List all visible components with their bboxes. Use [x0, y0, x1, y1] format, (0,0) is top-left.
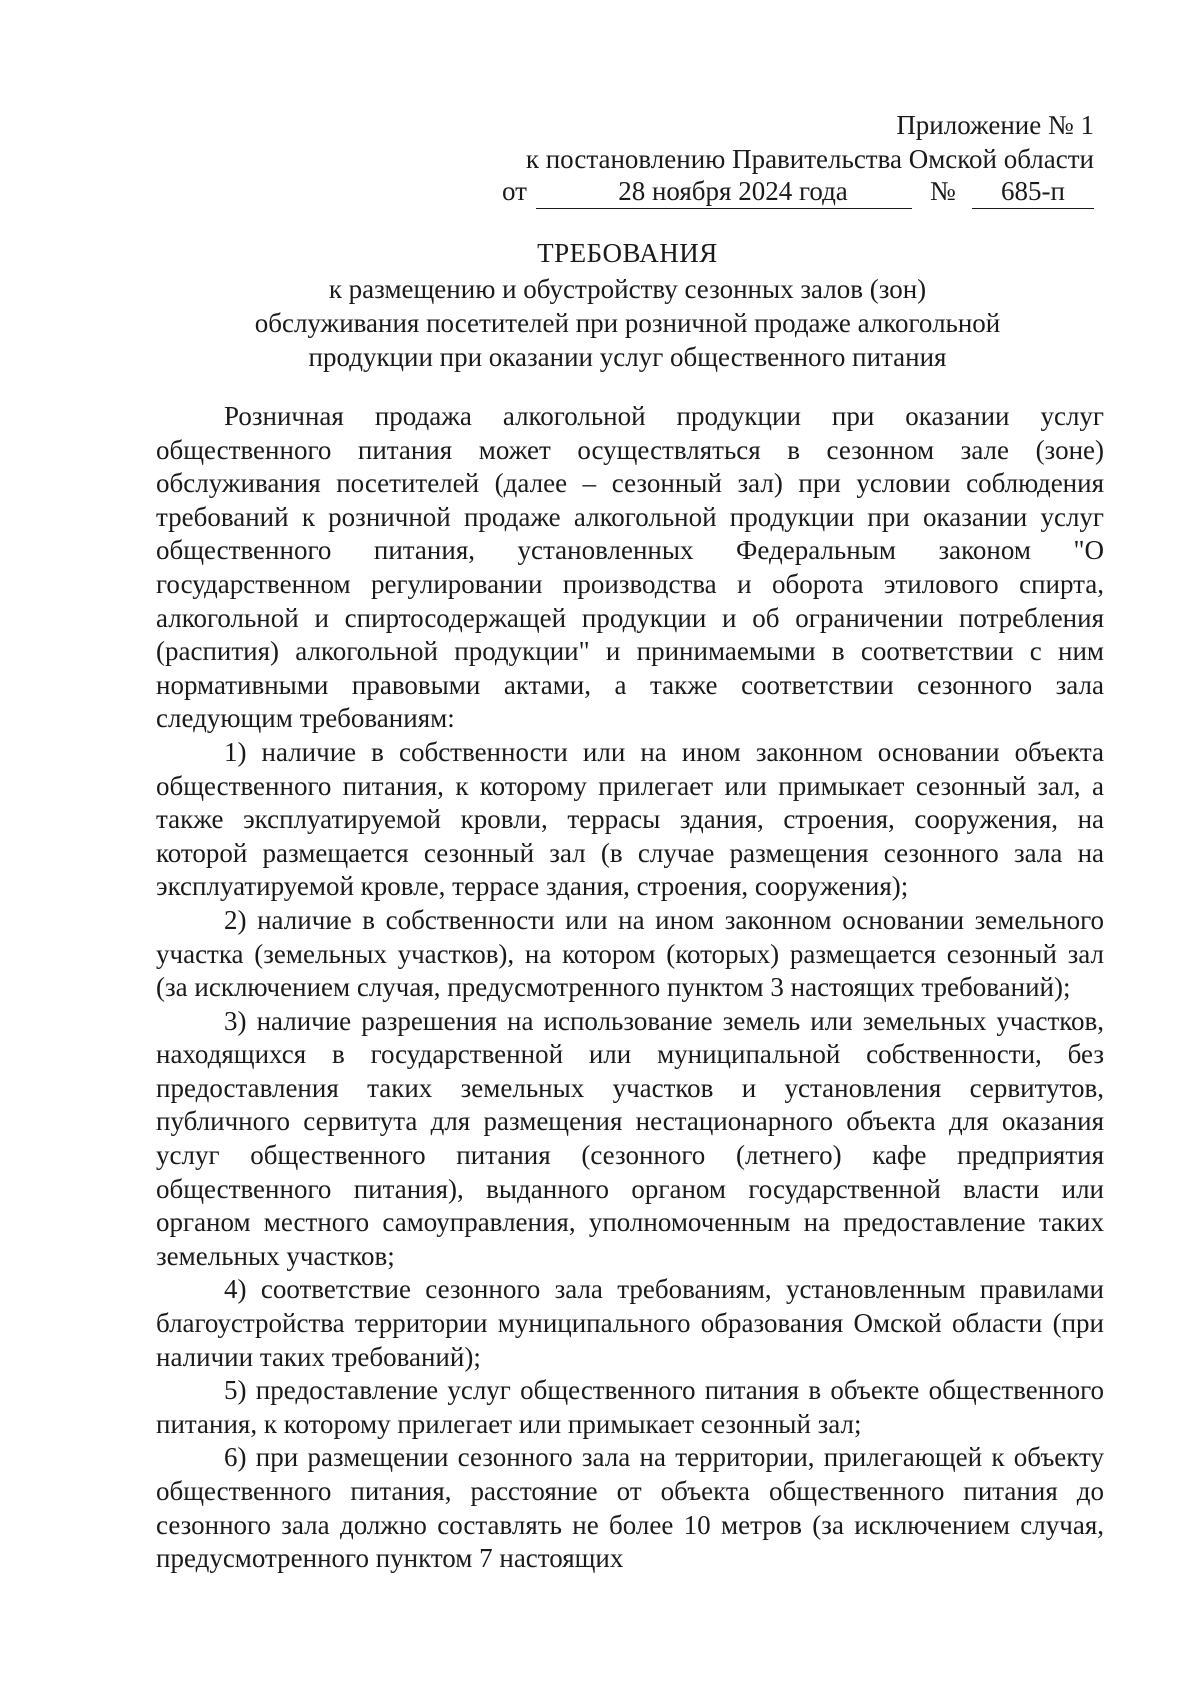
requirement-item-1: 1) наличие в собственности или на ином законном основании объекта общественного питания, к которому прилегает или примыкает сезонный зал, а также эксплуатируемой кровли, террасы здания, строения, сооружения, на которой размещается сезонный зал (в случае размещения сезонного зала на эксплуатируемой кровле, террасе здания, строения, сооружения); [156, 736, 1104, 902]
title-line-2: обслуживания посетителей при розничной продаже алкогольной [254, 308, 1001, 338]
resolution-date: 28 ноября 2024 года [536, 174, 912, 209]
intro-paragraph: Розничная продажа алкогольной продукции при оказании услуг общественного питания может осуществляться в сезонном зале (зоне) обслуживания посетителей (далее – сезонный зал) при условии соблюдения требований к розничной продаже алкогольной продукции при оказании услуг общественного питания, установленных Федеральным законом "О государственном регулировании производства и оборота этилового спирта, алкогольной и спиртосодержащей продукции и об ограничении потребления (распития) алкогольной продукции" и принимаемыми в соответствии с ним нормативными правовыми актами, а также соответствии сезонного зала следующим требованиям: [156, 401, 1104, 734]
appendix-number: Приложение № 1 [896, 110, 1094, 140]
document-body [156, 400, 1104, 1576]
requirement-item-4: 4) соответствие сезонного зала требованиям, установленным правилами благоустройства территории муниципального образования Омской области (при наличии таких требований); [156, 1274, 1104, 1372]
title-main: ТРЕБОВАНИЯ [537, 238, 718, 268]
number-sign: № [930, 176, 956, 206]
resolution-number: 685-п [972, 174, 1094, 209]
requirement-item-6: 6) при размещении сезонного зала на территории, прилегающей к объекту общественного питания, расстояние от объекта общественного питания до сезонного зала должно составлять не более 10 метров (за исключением случая, предусмотренного пунктом 7 настоящих [156, 1442, 1104, 1574]
from-label: от [502, 176, 527, 206]
requirement-item-5: 5) предоставление услуг общественного питания в объекте общественного питания, к которому прилегает или примыкает сезонный зал; [156, 1375, 1104, 1439]
appendix-reference: к постановлению Правительства Омской области [525, 144, 1094, 174]
title-line-1: к размещению и обустройству сезонных залов (зон) [328, 274, 927, 304]
resolution-date-line [502, 174, 1094, 208]
requirement-item-2: 2) наличие в собственности или на ином законном основании земельного участка (земельных участков), на котором (которых) размещается сезонный зал (за исключением случая, предусмотренного пунктом 3 настоящих требований); [156, 904, 1104, 1003]
title-line-3: продукции при оказании услуг общественного питания [308, 342, 947, 372]
requirement-item-3: 3) наличие разрешения на использование земель или земельных участков, находящихся в государственной или муниципальной собственности, без предоставления таких земельных участков и установления сервитутов, публичного сервитута для размещения нестационарного объекта для оказания услуг общественного питания (сезонного (летнего) кафе предприятия общественного питания), выданного органом государственной власти или органом местного самоуправления, уполномоченным на предоставление таких земельных участков; [156, 1005, 1104, 1271]
document-title [150, 236, 1105, 374]
appendix-header [526, 108, 1094, 176]
